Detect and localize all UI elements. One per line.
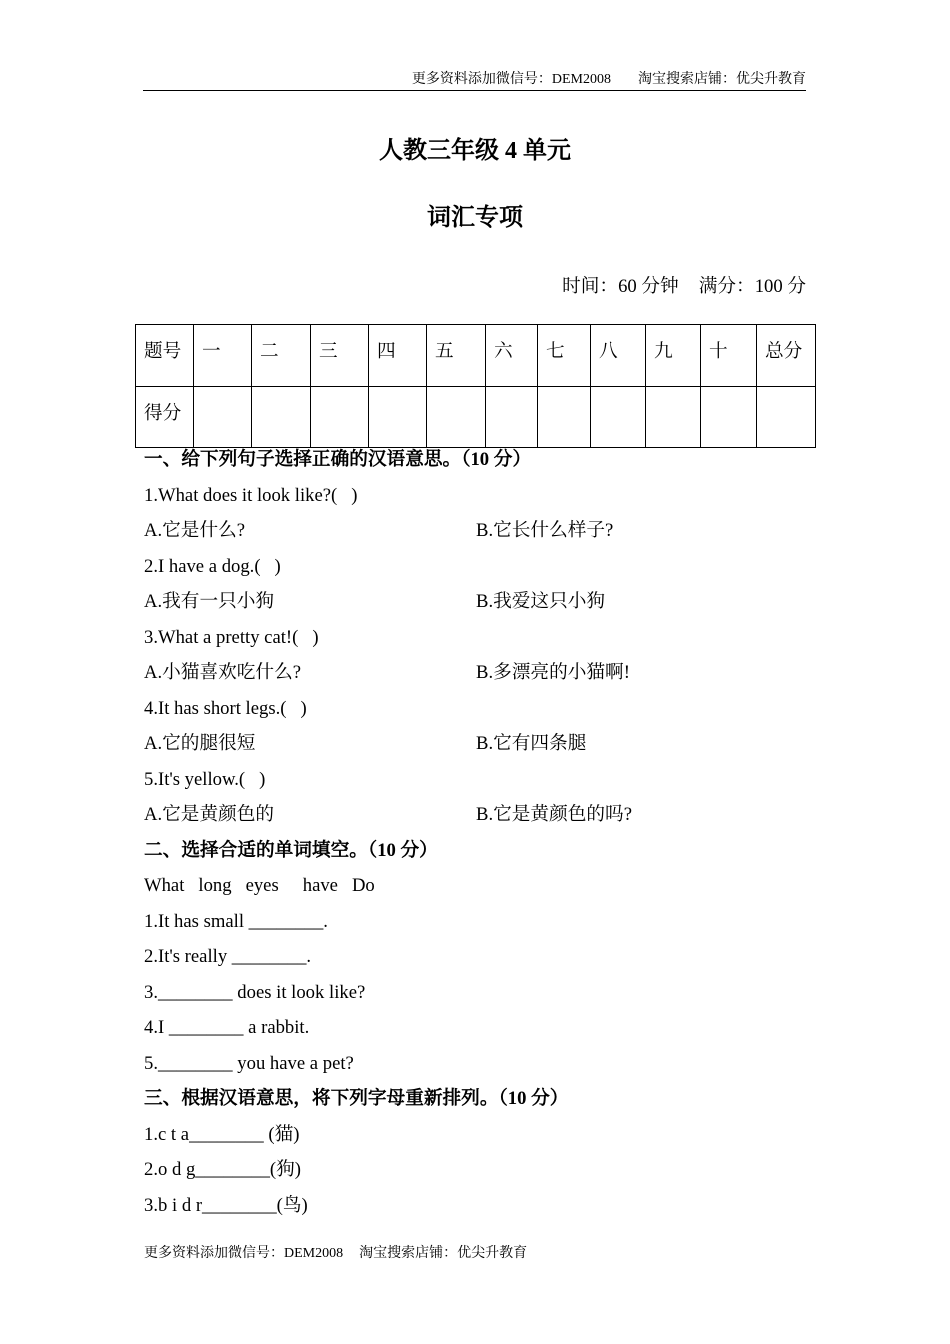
worksheet-title: 人教三年级 4 单元 bbox=[379, 138, 571, 164]
score-cell-part-5 bbox=[427, 387, 486, 448]
score-cell-part-9 bbox=[646, 387, 701, 448]
s2-item-3: 3.________ does it look like? bbox=[144, 981, 366, 1003]
s2-item-4: 4.I ________ a rabbit. bbox=[144, 1017, 310, 1039]
s2-item-5: 5.________ you have a pet? bbox=[144, 1052, 354, 1074]
s1-option-1a: A.它是什么? bbox=[144, 520, 246, 542]
footer-wechat-text: 更多资料添加微信号：DEM2008 bbox=[144, 1246, 344, 1261]
s1-options-3 bbox=[144, 655, 844, 691]
score-cell-part-10 bbox=[701, 387, 757, 448]
s1-option-5b: B.它是黄颜色的吗? bbox=[476, 804, 632, 826]
s3-item-1: 1.c t a________ (猫) bbox=[144, 1123, 300, 1145]
s1-question-2: 2.I have a dog.( ) bbox=[144, 555, 281, 577]
page-footer bbox=[144, 1244, 527, 1264]
footer-shop-text: 淘宝搜索店铺：优尖升教育 bbox=[359, 1246, 528, 1261]
word-bank-item: What bbox=[144, 875, 185, 897]
s1-option-3a: A.小猫喜欢吃什么? bbox=[144, 662, 302, 684]
s1-question-3: 3.What a pretty cat!( ) bbox=[144, 626, 319, 648]
section-3-heading: 三、根据汉语意思，将下列字母重新排列。（10 分） bbox=[144, 1088, 569, 1110]
exam-time: 时间：60 分钟 bbox=[562, 276, 679, 297]
table-header-part-6: 六 bbox=[486, 325, 538, 387]
table-header-question-no: 题号 bbox=[136, 325, 194, 387]
score-cell-part-1 bbox=[194, 387, 252, 448]
table-header-part-7: 七 bbox=[538, 325, 591, 387]
s1-options-2 bbox=[144, 584, 844, 620]
word-bank bbox=[144, 868, 844, 904]
table-score-label: 得分 bbox=[136, 387, 194, 448]
table-header-part-5: 五 bbox=[427, 325, 486, 387]
score-cell-part-4 bbox=[369, 387, 427, 448]
s1-question-4: 4.It has short legs.( ) bbox=[144, 697, 307, 719]
s1-options-1 bbox=[144, 513, 844, 549]
header-wechat-text: 更多资料添加微信号：DEM2008 bbox=[411, 72, 611, 87]
s1-option-4a: A.它的腿很短 bbox=[144, 733, 256, 755]
table-header-part-10: 十 bbox=[701, 325, 757, 387]
table-header-part-1: 一 bbox=[194, 325, 252, 387]
table-header-part-8: 八 bbox=[591, 325, 646, 387]
s1-question-5: 5.It's yellow.( ) bbox=[144, 768, 266, 790]
score-cell-part-2 bbox=[252, 387, 311, 448]
s1-option-2a: A.我有一只小狗 bbox=[144, 591, 275, 613]
s2-item-2: 2.It's really ________. bbox=[144, 946, 312, 968]
s2-item-1: 1.It has small ________. bbox=[144, 910, 328, 932]
s1-question-1: 1.What does it look like?( ) bbox=[144, 484, 358, 506]
s1-option-4b: B.它有四条腿 bbox=[476, 733, 587, 755]
score-table bbox=[135, 324, 816, 448]
word-bank-item: eyes bbox=[245, 875, 279, 897]
word-bank-item: have bbox=[302, 875, 338, 897]
s1-option-3b: B.多漂亮的小猫啊! bbox=[476, 662, 630, 684]
exam-full-score: 满分：100 分 bbox=[698, 276, 806, 297]
score-cell-total bbox=[757, 387, 816, 448]
s1-options-4 bbox=[144, 726, 844, 762]
s1-option-2b: B.我爱这只小狗 bbox=[476, 591, 606, 613]
word-bank-item: Do bbox=[351, 875, 375, 897]
score-cell-part-3 bbox=[311, 387, 369, 448]
score-cell-part-7 bbox=[538, 387, 591, 448]
section-2-heading: 二、选择合适的单词填空。（10 分） bbox=[144, 839, 438, 861]
s1-option-5a: A.它是黄颜色的 bbox=[144, 804, 275, 826]
worksheet-body bbox=[144, 442, 844, 1223]
worksheet-subtitle: 词汇专项 bbox=[427, 205, 523, 231]
s1-option-1b: B.它长什么样子? bbox=[476, 520, 614, 542]
word-bank-item: long bbox=[198, 875, 232, 897]
exam-meta bbox=[562, 275, 806, 299]
table-header-part-2: 二 bbox=[252, 325, 311, 387]
page-header bbox=[143, 70, 806, 91]
s3-item-3: 3.b i d r________(鸟) bbox=[144, 1194, 308, 1216]
section-1-heading: 一、给下列句子选择正确的汉语意思。（10 分） bbox=[144, 449, 532, 471]
table-header-part-4: 四 bbox=[369, 325, 427, 387]
header-shop-text: 淘宝搜索店铺：优尖升教育 bbox=[638, 72, 806, 87]
score-cell-part-6 bbox=[486, 387, 538, 448]
s3-item-2: 2.o d g________(狗) bbox=[144, 1159, 302, 1181]
score-cell-part-8 bbox=[591, 387, 646, 448]
s1-options-5 bbox=[144, 797, 844, 833]
table-header-part-9: 九 bbox=[646, 325, 701, 387]
table-header-total: 总分 bbox=[757, 325, 816, 387]
table-header-part-3: 三 bbox=[311, 325, 369, 387]
